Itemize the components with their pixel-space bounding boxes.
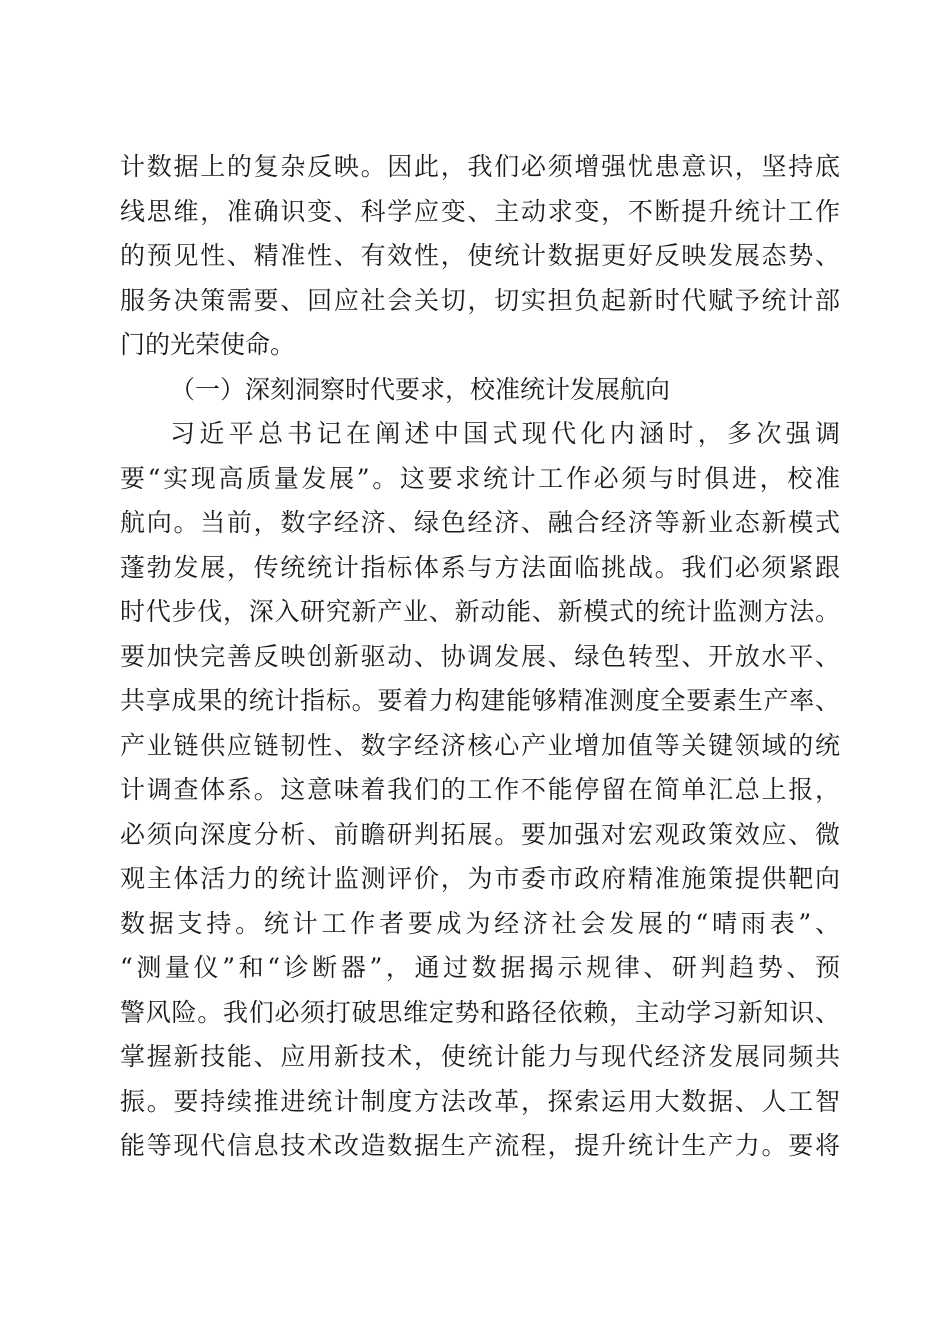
text-line: 计数据上的复杂反映。因此，我们必须增强忧患意识，坚持底 [120, 152, 840, 181]
text-line: 门的光荣使命。 [120, 330, 296, 359]
text-line: 产业链供应链韧性、数字经济核心产业增加值等关键领域的统 [120, 730, 840, 760]
text-line: 线思维，准确识变、科学应变、主动求变，不断提升统计工作 [120, 196, 840, 226]
text-line: 观主体活力的统计监测评价，为市委市政府精准施策提供靶向 [120, 864, 840, 893]
text-line: 服务决策需要、回应社会关切，切实担负起新时代赋予统计部 [120, 285, 840, 315]
text-line: 数据支持。统计工作者要成为经济社会发展的“晴雨表”、 [120, 908, 840, 938]
paragraph-1 [120, 145, 840, 368]
text-line: 时代步伐，深入研究新产业、新动能、新模式的统计监测方法。 [120, 597, 840, 626]
text-line: 计调查体系。这意味着我们的工作不能停留在简单汇总上报， [120, 775, 840, 804]
text-line: 要加快完善反映创新驱动、协调发展、绿色转型、开放水平、 [120, 641, 840, 671]
text-line: 习近平总书记在阐述中国式现代化内涵时，多次强调 [170, 419, 840, 448]
section-heading: （一）深刻洞察时代要求，校准统计发展航向 [170, 374, 671, 404]
paragraph-2 [120, 412, 840, 1169]
text-line: 航向。当前，数字经济、绿色经济、融合经济等新业态新模式 [120, 508, 840, 537]
text-line: 蓬勃发展，传统统计指标体系与方法面临挑战。我们必须紧跟 [120, 552, 840, 582]
document-body [120, 145, 840, 1169]
text-line: 的预见性、精准性、有效性，使统计数据更好反映发展态势、 [120, 241, 840, 270]
text-line: “测量仪”和“诊断器”，通过数据揭示规律、研判趋势、预 [120, 953, 840, 982]
text-line: 共享成果的统计指标。要着力构建能够精准测度全要素生产率、 [120, 686, 840, 715]
text-line: 必须向深度分析、前瞻研判拓展。要加强对宏观政策效应、微 [120, 819, 840, 849]
text-line: 掌握新技能、应用新技术，使统计能力与现代经济发展同频共 [120, 1042, 840, 1071]
text-line: 警风险。我们必须打破思维定势和路径依赖，主动学习新知识、 [120, 997, 840, 1027]
text-line: 能等现代信息技术改造数据生产流程，提升统计生产力。要将 [120, 1131, 840, 1160]
text-line: 要“实现高质量发展”。这要求统计工作必须与时俱进，校准 [120, 463, 840, 493]
text-line: 振。要持续推进统计制度方法改革，探索运用大数据、人工智 [120, 1086, 840, 1116]
